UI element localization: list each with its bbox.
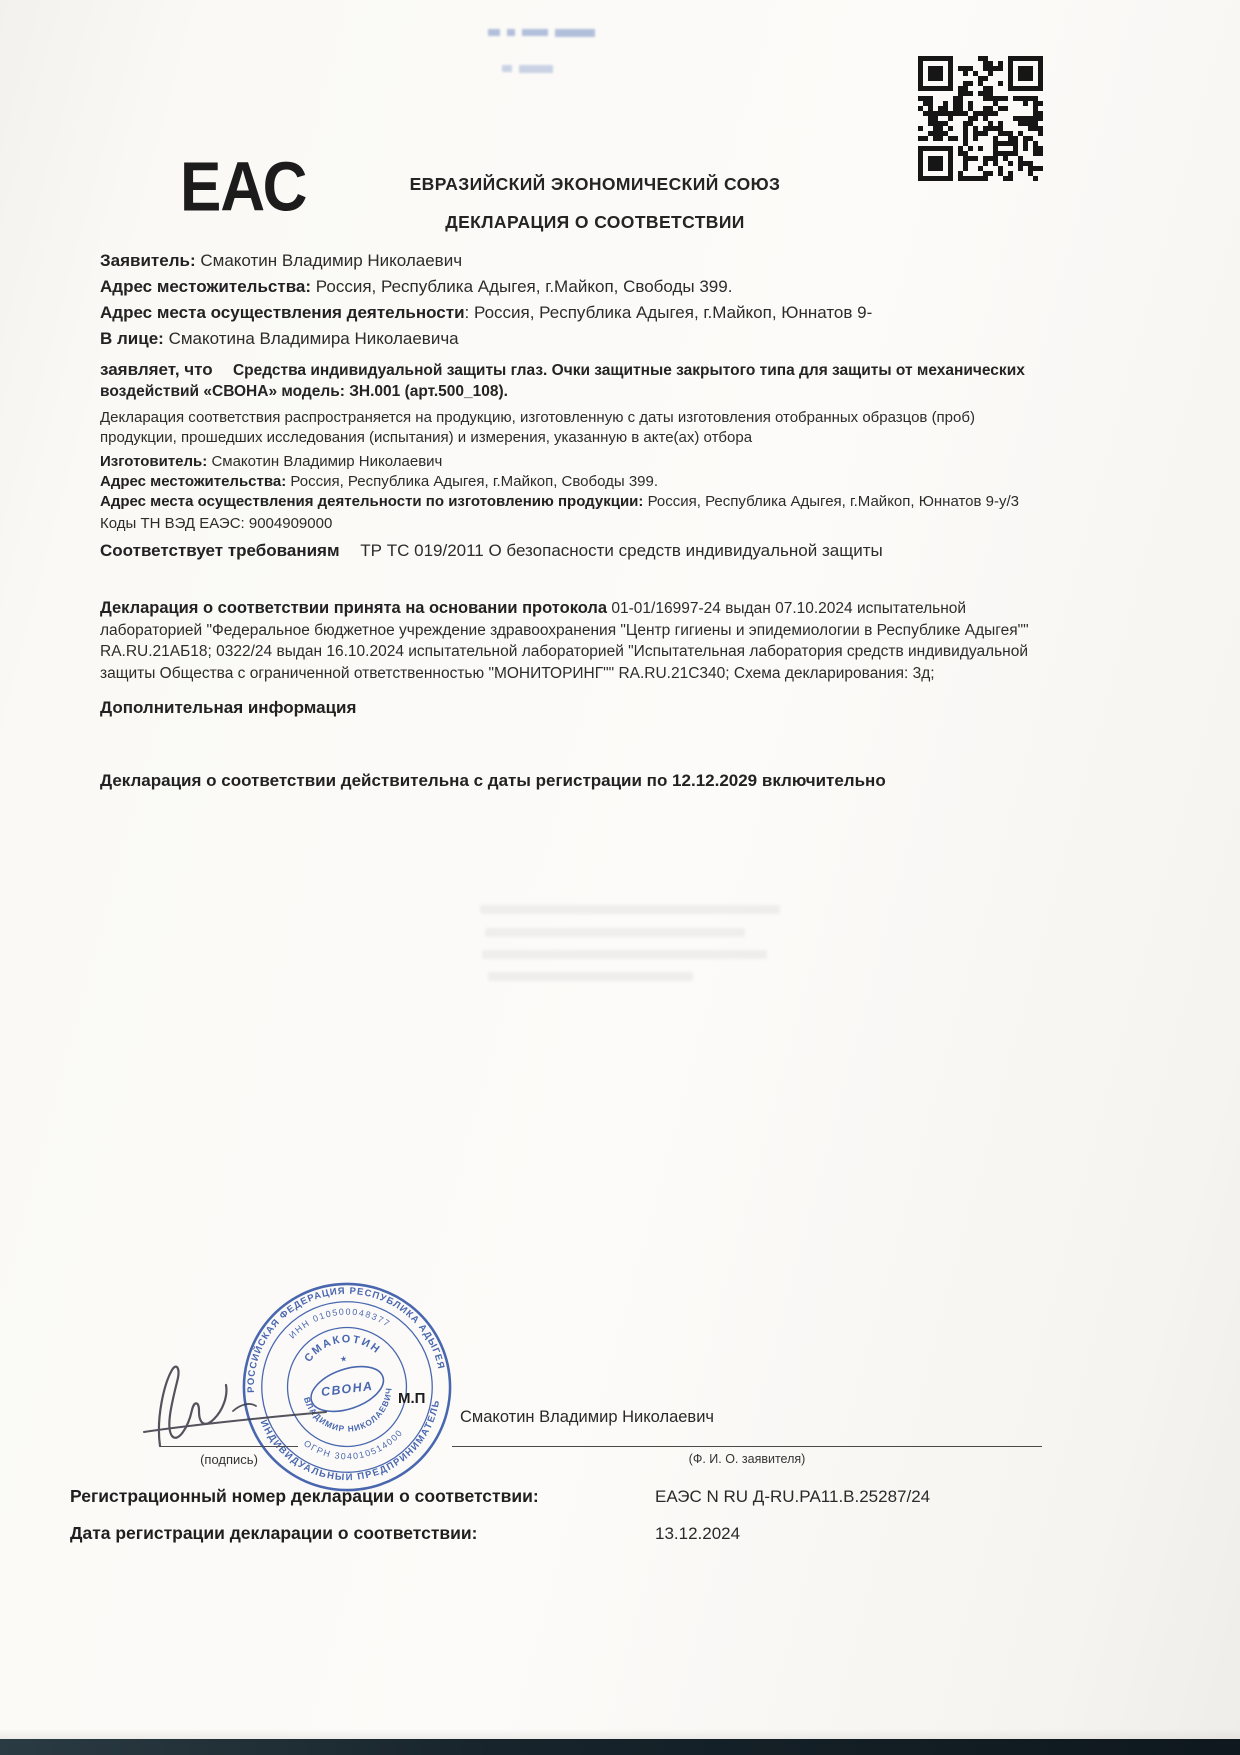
stamp-patronymic-text: ВЛАДИМИР НИКОЛАЕВИЧ: [301, 1386, 394, 1434]
tnved-value: 9004909000: [248, 515, 333, 532]
registration-number-value: ЕАЭС N RU Д-RU.РА11.В.25287/24: [655, 1487, 931, 1506]
signature-caption: (подпись): [200, 1452, 258, 1467]
scan-artifact: [485, 928, 745, 937]
production-address-value: Россия, Республика Адыгея, г.Майкоп, Юннатов 9-у/3: [647, 493, 1019, 510]
scan-edge-shade: [0, 1729, 1240, 1739]
basis-paragraph: [100, 598, 1050, 684]
manufacturer-value: Смакотин Владимир Николаевич: [211, 453, 443, 470]
product-description: Средства индивидуальной защиты глаз. Очки защитные закрытого типа для защиты от механических воздействий «СВОНА» модель: ЗН.001 (арт.500_108).: [100, 362, 1025, 400]
residence-value: Россия, Республика Адыгея, г.Майкоп, Свободы 399.: [315, 277, 733, 296]
production-address-line: [100, 492, 1050, 512]
applicant-line: [100, 250, 1050, 271]
eac-logo: ЕАС: [180, 149, 307, 227]
declares-label: заявляет, что: [100, 360, 213, 379]
registration-date-label: Дата регистрации декларации о соответствии:: [70, 1523, 478, 1543]
scan-artifact: [480, 905, 780, 914]
basis-value: 01-01/16997-24 выдан 07.10.2024 испытательной лабораторией "Федеральное бюджетное учреждение здравоохранения "Центр гигиены и эпидемиологии в Республике Адыгея"" RA.RU.21АБ18; 0322/24 выдан 16.10.2024 испытательной лабораторией "Испытательная лаборатория средств индивидуальной защиты Общества с ограниченной ответственностью "МОНИТОРИНГ"" RA.RU.21С340; Схема декларирования: 3д;: [100, 600, 1029, 682]
stamp-ogrn-text: ОГРН 304010514000: [302, 1427, 405, 1462]
scan-artifact: [502, 60, 560, 78]
applicant-residence-line: [100, 276, 1050, 297]
signature-line: [160, 1446, 298, 1447]
activity-value: : Россия, Республика Адыгея, г.Майкоп, Юннатов 9-: [464, 303, 873, 322]
stamp-outer-bottom-text: ИНДИВИДУАЛЬНЫЙ ПРЕДПРИНИМАТЕЛЬ: [257, 1398, 443, 1484]
stamp-star-icon: ★: [339, 1354, 348, 1364]
manufacturer-residence-line: [100, 472, 1050, 492]
applicant-activity-line: [100, 302, 1050, 323]
document-title: ДЕКЛАРАЦИЯ О СООТВЕТСТВИИ: [445, 212, 745, 232]
qr-code-graphic: [918, 56, 1043, 181]
applicant-label: Заявитель:: [100, 251, 196, 270]
residence-label: Адрес местожительства:: [100, 277, 312, 296]
union-title: ЕВРАЗИЙСКИЙ ЭКОНОМИЧЕСКИЙ СОЮЗ: [409, 174, 781, 194]
stamp-inn-text: ИНН 010500048377: [286, 1306, 393, 1341]
scan-artifact: [482, 950, 767, 959]
manufacturer-line: [100, 452, 1050, 472]
registration-number-label: Регистрационный номер декларации о соответствии:: [70, 1486, 539, 1506]
stamp-outer-top-text: РОССИЙСКАЯ ФЕДЕРАЦИЯ РЕСПУБЛИКА АДЫГЕЯ: [245, 1285, 447, 1393]
declares-paragraph: [100, 359, 1050, 402]
scan-artifact: [488, 972, 693, 981]
applicant-value: Смакотин Владимир Николаевич: [200, 251, 463, 270]
document-body: [100, 250, 1050, 793]
manufacturer-label: Изготовитель:: [100, 453, 208, 470]
in-person-value: Смакотина Владимира Николаевича: [168, 329, 459, 348]
signatory-caption: (Ф. И. О. заявителя): [688, 1452, 806, 1466]
qr-code: [918, 56, 1043, 181]
scope-note: Декларация соответствия распространяется на продукцию, изготовленную с даты изготовления отобранных образцов (проб) продукции, прошедших исследования (испытания) и измерения, указанную в акте(ах) отбора: [100, 409, 975, 446]
additional-info-label: Дополнительная информация: [100, 698, 357, 717]
conformity-line: [100, 540, 1050, 562]
in-person-line: [100, 328, 1050, 349]
handwritten-signature: [138, 1356, 333, 1456]
signatory-name-line: [452, 1446, 1042, 1447]
activity-label: Адрес места осуществления деятельности: [100, 303, 465, 322]
conformity-label: Соответствует требованиям: [100, 541, 340, 560]
stamp-brand-text: СВОНА: [320, 1378, 375, 1400]
tnved-line: [100, 514, 1050, 534]
document-header: [0, 174, 1190, 233]
mp-seal-label: М.П: [398, 1390, 426, 1407]
conformity-value: ТР ТС 019/2011 О безопасности средств индивидуальной защиты: [360, 541, 883, 560]
signature-graphic: [138, 1356, 333, 1456]
registration-date-value: 13.12.2024: [655, 1524, 741, 1543]
manufacturer-residence-label: Адрес местожительства:: [100, 473, 287, 490]
manufacturer-residence-value: Россия, Республика Адыгея, г.Майкоп, Свободы 399.: [290, 473, 659, 490]
stamp-name-text: СМАКОТИН: [302, 1333, 384, 1365]
in-person-label: В лице:: [100, 329, 164, 348]
tnved-label: Коды ТН ВЭД ЕАЭС:: [100, 515, 245, 532]
scan-artifact: [488, 24, 602, 42]
validity-paragraph: Декларация о соответствии действительна с даты регистрации по 12.12.2029 включительно: [100, 771, 886, 790]
scan-edge-bar: [0, 1739, 1240, 1755]
basis-label: Декларация о соответствии принята на основании протокола: [100, 599, 608, 617]
signatory-name: Смакотин Владимир Николаевич: [460, 1408, 715, 1426]
production-address-label: Адрес места осуществления деятельности по изготовлению продукции:: [100, 493, 644, 510]
